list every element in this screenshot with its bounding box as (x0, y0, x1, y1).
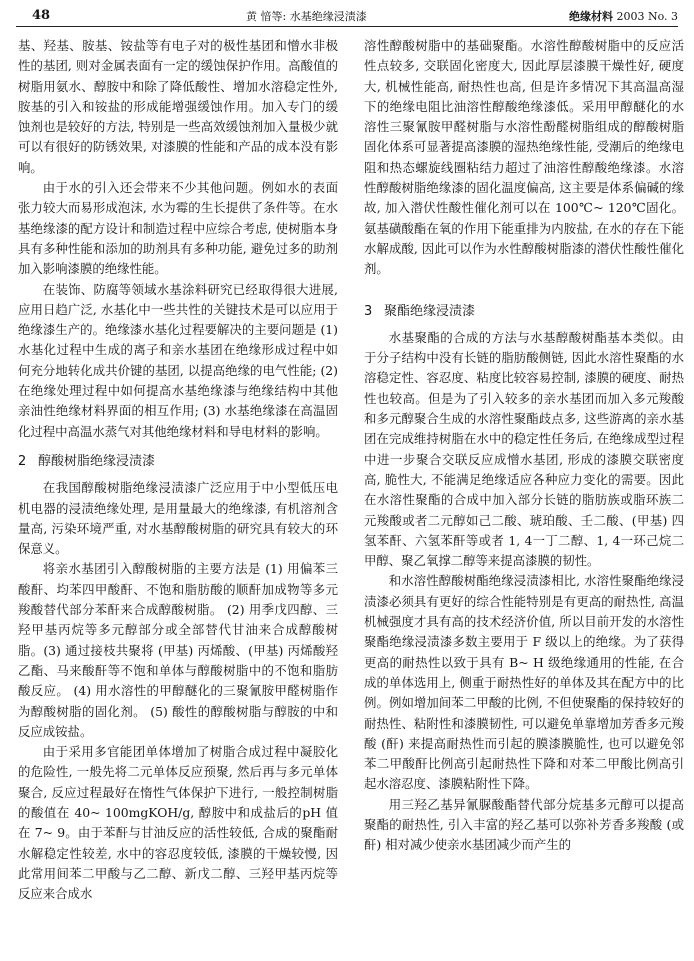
paragraph: 在我国醇酸树脂绝缘浸渍漆广泛应用于中小型低压电机电器的浸渍绝缘处理, 是用量最大的绝缘漆, 有机溶剂含量高, 污染环境严重, 对水基醇酸树脂的研究具有较大的环保意义。 (18, 480, 338, 557)
paragraph: 基、羟基、胺基、铵盐等有电子对的极性基团和憎水非极性的基团, 则对金属表面有一定的缓蚀保护作用。高酸值的树脂用氨水、醇胺中和除了降低酸性、增加水溶稳定性外, 胺基的引入和铵盐的形成能增强缓蚀作用。加入专门的缓蚀剂也是较好的方法, 特别是一些高效缓蚀剂加入量极少就可以有很好的防锈效果, 对漆膜的性能和产品的成本没有影响。 (18, 38, 338, 175)
section-heading-3 (364, 302, 684, 322)
paragraph: 和水溶性醇酸树酯绝缘浸渍漆相比, 水溶性聚酯绝缘浸渍漆必须具有更好的综合性能特别是有更高的耐热性, 高温机械强度才具有高的技术经济价值, 所以目前开发的水溶性聚酯绝缘浸渍漆多数主要用于 F 级以上的绝缘。为了获得更高的耐热性以致于具有 B~ H 级绝缘通用的性能, 在合成的单体选用上, 侧重于耐热性好的单体及其在配方中的比例。例如增加间苯二甲酸的比例, 不但使聚酯的保持较好的耐热性、粘附性和漆膜韧性, 可以避免单靠增加芳香多元羧酸 (酐) 来提高耐热性而引起的膜漆膜脆性, 也可以避免邻苯二甲酸酐比例高引起耐热性下降和对苯二甲酸比例高引起水溶忍度、漆膜粘附性下降。 (364, 573, 684, 792)
left-column (18, 36, 338, 904)
header-rule (16, 26, 678, 27)
journal-name: 绝缘材料 (568, 10, 613, 23)
section-number: 3 (364, 303, 373, 319)
paragraph: 由于水的引入还会带来不少其他问题。例如水的表面张力较大而易形成泡沫, 水为霉的生长提供了条件等。在水基绝缘漆的配方设计和制造过程中应综合考虑, 使树脂本身具有多种性能和添加的助剂具有多种功能, 避免过多的助剂加入影响漆膜的绝缘性能。 (18, 180, 338, 277)
section-title: 聚酯绝缘浸渍漆 (384, 303, 476, 319)
paragraph: 将亲水基团引入醇酸树脂的主要方法是 (1) 用偏苯三酸酐、均苯四甲酸酐、不饱和脂肪酸的顺酐加成物等多元羧酸替代部分苯酐来合成醇酸树脂。 (2) 用季戊四醇、三羟甲基丙烷等多元醇部分或全部替代甘油来合成醇酸树脂。(3) 通过接枝共聚将 (甲基) 丙烯酸、(甲基) 丙烯酸羟乙酯、马来酸酐等不饱和单体与醇酸树脂中的不饱和脂肪酸反应。 (4) 用水溶性的甲醇醚化的三聚氰胺甲醛树脂作为醇酸树脂的固化剂。 (5) 酸性的醇酸树脂与醇胺的中和反应成铵盐。 (18, 561, 338, 739)
journal-issue: 2003 No. 3 (616, 10, 678, 23)
paragraph: 溶性醇酸树脂中的基础聚酯。水溶性醇酸树脂中的反应活性点较多, 交联固化密度大, 因此厚层漆膜干燥性好, 硬度大, 机械性能高, 耐热性也高, 但是许多情况下其高温高湿下的绝缘电阻比油溶性醇酸绝缘漆低。采用甲醇醚化的水溶性三聚氰胺甲醛树脂与水溶性酚醛树脂组成的醇酸树脂固化体系可显著提高漆膜的湿热绝缘性能, 受潮后的绝缘电阻和热态螺旋线圈粘结力超过了油溶性醇酸绝缘漆。水溶性醇酸树脂绝缘漆的固化温度偏高, 这主要是体系偏碱的缘故, 加入潜伏性酸性催化剂可以在 100℃~ 120℃固化。氨基磺酸酯在氧的作用下能重排为内胺盐, 在水的存在下能水解成酸, 因此可以作为水性醇酸树脂漆的潜伏性酸性催化剂。 (364, 38, 684, 277)
paragraph: 在装饰、防腐等领域水基涂料研究已经取得很大进展, 应用日趋广泛, 水基化中一些共性的关键技术是可以应用于绝缘漆生产的。绝缘漆水基化过程要解决的主要问题是 (1) 水基化过程中生成的离子和亲水基团在绝缘形成过程中如何充分地转化成共价键的基团, 以提高绝缘的电气性能; (2) 在绝缘处理过程中如何提高水基绝缘漆与绝缘结构中其他亲油性绝缘材料界面的相互作用; (3) 水基绝缘漆在高温固化过程中高温水蒸气对其他绝缘材料和导电材料的影响。 (18, 281, 338, 439)
journal-info (569, 8, 678, 24)
running-title: 黄 愔等: 水基绝缘浸渍漆 (246, 10, 367, 23)
section-title: 醇酸树脂绝缘浸渍漆 (38, 453, 156, 469)
section-number: 2 (18, 453, 27, 469)
paragraph: 由于采用多官能团单体增加了树脂合成过程中凝胶化的危险性, 一般先将二元单体反应预聚, 然后再与多元单体聚合, 反应过程最好在惰性气体保护下进行, 一般控制树脂的酸值在 40~ 100mgKOH/g, 醇胺中和成盐后的pH 值在 7~ 9。由于苯酐与甘油反应的活性较低, 合成的聚酯耐水解稳定性较差, 水中的容忍度较低, 漆膜的干燥较慢, 因此常用间苯二甲酸与乙二醇、新戊二醇、三羟甲基丙烷等反应来合成水 (18, 744, 338, 902)
right-column (364, 36, 684, 856)
section-heading-2 (18, 452, 338, 472)
page-number: 48 (32, 8, 51, 23)
paragraph: 水基聚酯的合成的方法与水基醇酸树酯基本类似。由于分子结构中没有长链的脂肪酸侧链, 因此水溶性聚酯的水溶稳定性、容忍度、粘度比较容易控制, 漆膜的硬度、耐热性也较高。但是为了引入较多的亲水基团而加入多元羧酸和多元醇聚合生成的水溶性聚酯歧点多, 这些游离的亲水基团在完成维持树脂在水中的稳定性任务后, 在绝缘成型过程中进一步聚合交联反应成憎水基团, 形成的漆膜交联密度高, 脆性大, 不能满足绝缘适应各种应力变化的需要。因此在水溶性聚酯的合成中加入部分长链的脂肪族或脂环族二元羧酸或者二元醇如己二酸、琥珀酸、壬二酸、(甲基) 四氢苯酐、六氢苯酐等或者 1, 4一丁二醇、1, 4一环己烷二甲醇、聚乙氧撑二醇等来提高漆膜的韧性。 (364, 329, 684, 569)
paragraph: 用三羟乙基异氰脲酸酯替代部分烷基多元醇可以提高聚酯的耐热性, 引入丰富的羟乙基可以弥补芳香多羧酸 (或酐) 相对减少使亲水基团减少而产生的 (364, 796, 684, 853)
page-header (16, 6, 678, 28)
